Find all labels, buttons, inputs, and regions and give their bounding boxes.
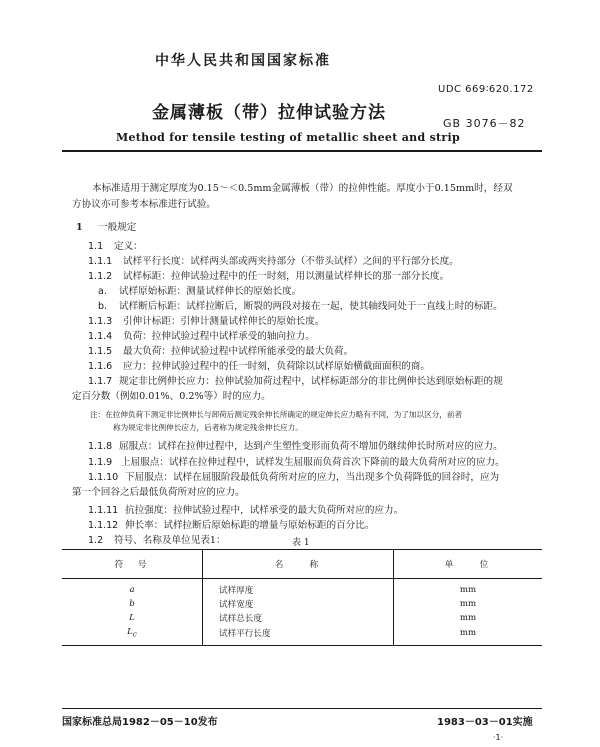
item-text: 定义： <box>114 241 143 252</box>
page-number: ·1· <box>493 733 504 742</box>
english-title: Method for tensile testing of metallic sheet and strip <box>116 131 461 144</box>
cell-name: 试样总长度 <box>203 611 394 625</box>
item-text: 最大负荷：拉伸试验过程中试样所能承受的最大负荷。 <box>123 346 354 357</box>
item-text: 屈服点：试样在拉伸过程中，达到产生塑性变形而负荷不增加仍继续伸长时所对应的应力。 <box>119 441 503 452</box>
item-text: 抗拉强度：拉伸试验过程中，试样承受的最大负荷所对应的应力。 <box>125 505 404 516</box>
intro-line-2: 方协议亦可参考本标准进行试验。 <box>72 199 216 210</box>
udc-code: UDC 669∶620.172 <box>438 84 534 95</box>
item-number: 1.1.10 <box>88 472 119 483</box>
item-text: 负荷：拉伸试验过程中试样承受的轴向拉力。 <box>123 331 315 342</box>
gb-standard-number: GB 3076－82 <box>443 117 526 130</box>
item-number: 1.1.12 <box>88 520 119 531</box>
cell-unit: mm <box>394 579 543 598</box>
section-number: 1 <box>76 222 83 233</box>
table-row <box>62 579 542 598</box>
col-header-symbol: 符 号 <box>62 550 203 579</box>
symbols-table <box>62 549 542 646</box>
cell-name: 试样宽度 <box>203 597 394 611</box>
issue-date: 国家标准总局1982－05－10发布 <box>62 717 218 728</box>
item-text: 试样平行长度：试样两头部或两夹持部分（不带头试样）之间的平行部分长度。 <box>123 256 459 267</box>
item-text: 试样标距：拉伸试验过程中的任一时刻，用以测量试样伸长的那一部分长度。 <box>123 271 450 282</box>
cell-symbol: b <box>129 599 135 609</box>
item-text: 试样断后标距：试样拉断后，断裂的两段对接在一起，使其轴线同处于一直线上时的标距。 <box>119 301 503 312</box>
item-number: 1.1.6 <box>88 361 113 372</box>
item-text: 伸长率：试样拉断后原始标距的增量与原始标距的百分比。 <box>125 520 375 531</box>
item-text: 引伸计标距：引伸计测量试样伸长的原始长度。 <box>123 316 325 327</box>
cell-symbol: $L_c$ <box>62 625 203 645</box>
cell-symbol: a <box>129 585 135 595</box>
item-number: 1.1.8 <box>88 441 113 452</box>
item-continuation: 第一个回谷之后最低负荷所对应的应力。 <box>72 487 245 498</box>
cell-unit: mm <box>394 597 543 611</box>
item-number: 1.1.1 <box>88 256 113 267</box>
cell-symbol: L <box>129 613 135 623</box>
table-row <box>62 611 542 625</box>
item-number: 1.2 <box>88 535 104 546</box>
item-continuation: 定百分数（例如0.01%、0.2%等）时的应力。 <box>72 391 271 402</box>
item-number: 1.1.7 <box>88 376 113 387</box>
footer-divider <box>62 708 542 709</box>
item-number: 1.1.3 <box>88 316 113 327</box>
item-number: 1.1 <box>88 241 104 252</box>
item-number: 1.1.5 <box>88 346 113 357</box>
item-text: 下屈服点：试样在屈服阶段最低负荷所对应的应力，当出现多个负荷降低的回谷时，应为 <box>125 472 500 483</box>
note-line-2: 称为规定非比例伸长应力，后者称为规定残余伸长应力。 <box>113 423 303 432</box>
table-row <box>62 597 542 611</box>
item-number: 1.1.4 <box>88 331 113 342</box>
cell-name: 试样厚度 <box>203 579 394 598</box>
item-number: 1.1.2 <box>88 271 113 282</box>
item-number: a. <box>98 286 107 297</box>
col-header-name: 名 称 <box>203 550 394 579</box>
intro-line-1: 本标准适用于测定厚度为0.15～＜0.5mm金属薄板（带）的拉伸性能。厚度小于0.15mm时，经双 <box>92 183 513 194</box>
table-row <box>62 625 542 645</box>
table-caption: 表 1 <box>292 538 310 548</box>
section-title: 一般规定 <box>98 222 137 233</box>
col-header-unit: 单 位 <box>394 550 543 579</box>
item-number: b. <box>98 301 108 312</box>
cell-unit: mm <box>394 625 543 645</box>
item-text: 应力：拉伸试验过程中的任一时刻，负荷除以试样原始横截面面积的商。 <box>123 361 430 372</box>
item-text: 符号、名称及单位见表1： <box>114 535 226 546</box>
implementation-date: 1983－03－01实施 <box>437 717 533 728</box>
table-header-row <box>62 550 542 579</box>
cell-name: 试样平行长度 <box>203 625 394 645</box>
item-number: 1.1.11 <box>88 505 119 516</box>
document-title: 金属薄板（带）拉伸试验方法 <box>152 103 386 123</box>
cell-unit: mm <box>394 611 543 625</box>
item-number: 1.1.9 <box>88 457 113 468</box>
header-divider <box>62 150 542 152</box>
standard-org-header: 中华人民共和国国家标准 <box>155 53 331 69</box>
note-line-1: 注：在拉伸负荷下测定非比例伸长与卸荷后测定残余伸长所确定的规定伸长应力略有不同，为了加以区分，前者 <box>90 410 463 419</box>
item-text: 上屈服点：试样在拉伸过程中，试样发生屈服而负荷首次下降前的最大负荷所对应的应力。 <box>121 457 505 468</box>
item-text: 规定非比例伸长应力：拉伸试验加荷过程中，试样标距部分的非比例伸长达到原始标距的规 <box>119 376 503 387</box>
item-text: 试样原始标距：测量试样伸长的原始长度。 <box>119 286 302 297</box>
